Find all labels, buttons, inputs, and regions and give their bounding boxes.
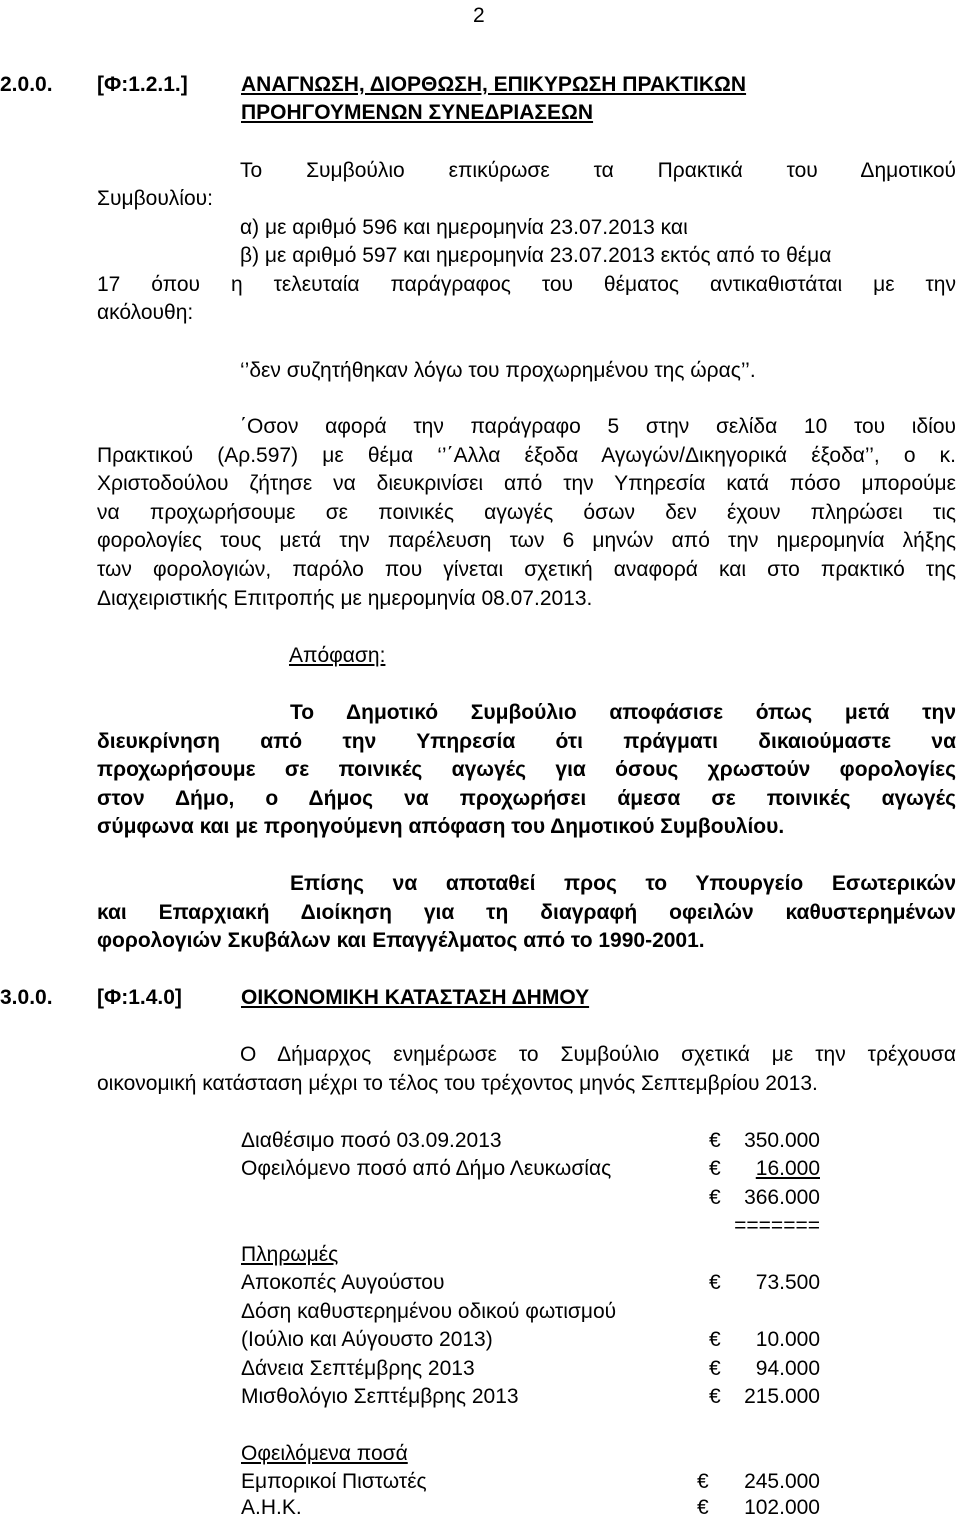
- section-number: 3.0.0.: [0, 986, 53, 1009]
- decision-line: φορολογιών Σκυβάλων και Επαγγέλματος από το 1990-2001.: [97, 929, 705, 952]
- decision-line: Το Δημοτικό Συμβούλιο αποφάσισε όπως μετά την: [290, 701, 956, 724]
- euro-icon: €: [697, 1470, 709, 1493]
- ledger-label: Δόση καθυστερημένου οδικού φωτισμού: [241, 1300, 617, 1323]
- euro-icon: €: [709, 1157, 721, 1180]
- section-code: [Φ:1.4.0]: [97, 986, 182, 1009]
- section-number: 2.0.0.: [0, 73, 53, 96]
- ledger-total: 366.000: [744, 1186, 820, 1209]
- ledger-amount: 245.000: [744, 1470, 820, 1493]
- euro-icon: €: [709, 1385, 721, 1408]
- decision-line: Επίσης να αποταθεί προς το Υπουργείο Εσωτερικών: [290, 872, 956, 895]
- section-code: [Φ:1.2.1.]: [97, 73, 188, 96]
- paragraph-line: ακόλουθη:: [97, 301, 194, 324]
- paragraph-line: να προχωρήσουμε σε ποινικές αγωγές όσων δεν έχουν πληρώσει τις: [97, 501, 956, 524]
- paragraph-line: Χριστοδούλου ζήτησε να διευκρινίσει από την Υπηρεσία κατά πόσο μπορούμε: [97, 472, 956, 495]
- paragraph-line: των φορολογιών, παρόλο που γίνεται σχετική αναφορά και στο πρακτικό της: [97, 558, 956, 581]
- paragraph-line: Το Συμβούλιο επικύρωσε τα Πρακτικά του Δημοτικού: [240, 159, 956, 182]
- euro-icon: €: [709, 1271, 721, 1294]
- ledger-amount: 16.000: [755, 1157, 820, 1180]
- ledger-heading: Πληρωμές: [241, 1243, 339, 1266]
- paragraph-line: ΄Οσον αφορά την παράγραφο 5 στην σελίδα 10 του ιδίου: [240, 415, 956, 438]
- paragraph-line: Ο Δήμαρχος ενημέρωσε το Συμβούλιο σχετικά με την τρέχουσα: [240, 1043, 956, 1066]
- paragraph-line: 17 όπου η τελευταία παράγραφος του θέματος αντικαθιστάται με την: [97, 273, 956, 296]
- paragraph-line: Διαχειριστικής Επιτροπής με ημερομηνία 08.07.2013.: [97, 587, 593, 610]
- ledger-label: Α.Η.Κ.: [241, 1496, 302, 1519]
- ledger-label: Δάνεια Σεπτέμβρης 2013: [241, 1357, 475, 1380]
- ledger-label: Οφειλόμενο ποσό από Δήμο Λευκωσίας: [241, 1157, 612, 1180]
- ledger-amount: 10.000: [755, 1328, 820, 1351]
- section-title: ΟΙΚΟΝΟΜΙΚΗ ΚΑΤΑΣΤΑΣΗ ΔΗΜΟΥ: [241, 986, 590, 1009]
- ledger-label: Εμπορικοί Πιστωτές: [241, 1470, 427, 1493]
- list-item-a: α) με αριθμό 596 και ημερομηνία 23.07.2013 και: [240, 216, 688, 239]
- decision-line: στον Δήμο, ο Δήμος να προχωρήσει άμεσα σε ποινικές αγωγές: [97, 787, 956, 810]
- paragraph-line: Πρακτικού (Αρ.597) με θέμα ‘’΄Αλλα έξοδα Αγωγών/Δικηγορικά έξοδα’’, ο κ.: [97, 444, 956, 467]
- ledger-label: Αποκοπές Αυγούστου: [241, 1271, 445, 1294]
- ledger-amount: 94.000: [755, 1357, 820, 1380]
- euro-icon: €: [709, 1129, 721, 1152]
- decision-line: προχωρήσουμε σε ποινικές αγωγές για όσους χρωστούν φορολογίες: [97, 758, 956, 781]
- section-title-line2: ΠΡΟΗΓΟΥΜΕΝΩΝ ΣΥΝΕΔΡΙΑΣΕΩΝ: [241, 101, 594, 124]
- ledger-amount: 215.000: [744, 1385, 820, 1408]
- paragraph-line: οικονομική κατάσταση μέχρι το τέλος του τρέχοντος μηνός Σεπτεμβρίου 2013.: [97, 1072, 818, 1095]
- ledger-separator: =======: [734, 1214, 820, 1237]
- decision-line: σύμφωνα και με προηγούμενη απόφαση του Δημοτικού Συμβουλίου.: [97, 815, 785, 838]
- decision-label: Απόφαση:: [289, 644, 386, 667]
- paragraph-line: Συμβουλίου:: [97, 187, 213, 210]
- page-number: 2: [473, 4, 485, 27]
- quote-text: ‘’δεν συζητήθηκαν λόγω του προχωρημένου της ώρας’’.: [240, 359, 756, 382]
- decision-line: διευκρίνηση από την Υπηρεσία ότι πράγματι δικαιούμαστε να: [97, 730, 956, 753]
- decision-line: και Επαρχιακή Διοίκηση για τη διαγραφή οφειλών καθυστερημένων: [97, 901, 956, 924]
- ledger-heading: Οφειλόμενα ποσά: [241, 1442, 408, 1465]
- ledger-amount: 73.500: [755, 1271, 820, 1294]
- paragraph-line: φορολογίες τους μετά την παρέλευση των 6 μηνών από την ημερομηνία λήξης: [97, 529, 956, 552]
- ledger-label: Μισθολόγιο Σεπτέμβρης 2013: [241, 1385, 519, 1408]
- section-title-line1: ΑΝΑΓΝΩΣΗ, ΔΙΟΡΘΩΣΗ, ΕΠΙΚΥΡΩΣΗ ΠΡΑΚΤΙΚΩΝ: [241, 73, 747, 96]
- list-item-b: β) με αριθμό 597 και ημερομηνία 23.07.2013 εκτός από το θέμα: [240, 244, 832, 267]
- euro-icon: €: [697, 1496, 709, 1519]
- euro-icon: €: [709, 1357, 721, 1380]
- euro-icon: €: [709, 1186, 721, 1209]
- ledger-label: (Ιούλιο και Αύγουστο 2013): [241, 1328, 493, 1351]
- ledger-amount: 350.000: [744, 1129, 820, 1152]
- euro-icon: €: [709, 1328, 721, 1351]
- ledger-amount: 102.000: [744, 1496, 820, 1519]
- ledger-label: Διαθέσιμο ποσό 03.09.2013: [241, 1129, 502, 1152]
